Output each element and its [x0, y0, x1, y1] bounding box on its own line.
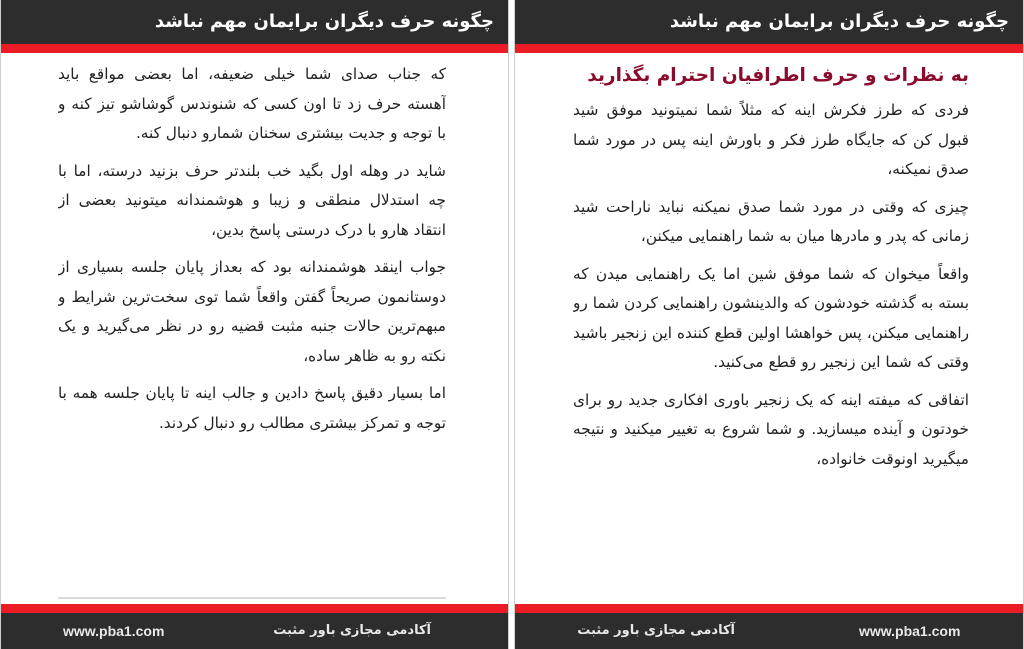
page-footer: [515, 613, 1023, 649]
paragraph: شاید در وهله اول بگید خب بلندتر حرف بزنید درسته، اما با چه استدلال منطقی و زیبا و هوشمندانه میتونید بعضی از انتقاد هارو با درک درستی پاسخ بدین،: [58, 161, 446, 239]
paragraph: اتفاقی که میفته اینه که یک زنجیر باوری افکاری جدید رو برای خودتون و آینده میسازید. و شما شروع به تغییر میکنید و نتیجه میگیرید اونوقت خانواده،: [573, 390, 969, 468]
paragraph: اما بسیار دقیق پاسخ دادین و جالب اینه تا پایان جلسه همه با توجه و تمرکز بیشتری مطالب رو دنبال کردند.: [58, 384, 446, 432]
page-body-text: [573, 62, 969, 597]
page-body-text: [58, 60, 446, 597]
paragraph: چیزی که وقتی در مورد شما صدق نمیکنه نباید ناراحت شید زمانی که پدر و مادرها میان به شما راهنمایی میکنن،: [573, 197, 969, 245]
header-red-bar: [515, 44, 1023, 53]
paragraph: جواب اینقد هوشمندانه بود که بعداز پایان جلسه بسیاری از دوستانمون صریحاً گفتن واقعاً شما توی سخت‌ترین شرایط و مبهم‌ترین حالات جنبه مثبت قضیه رو در نظر می‌گیرید و یک نکته رو به ظاهر ساده،: [58, 258, 446, 365]
bottom-divider: [58, 597, 446, 599]
paragraph: که جناب صدای شما خیلی ضعیفه، اما بعضی مواقع باید آهسته حرف زد تا اون کسی که شنوندس گوشاشو تیز کنه و با توجه و جدیت بیشتری سخنان شمارو دنبال کنه.: [58, 65, 446, 142]
footer-red-bar: [515, 604, 1023, 613]
footer-brand-text: آکادمی مجازی باور مثبت: [577, 623, 735, 638]
paragraph: فردی که طرز فکرش اینه که مثلاً شما نمیتونید موفق شید قبول کن که جایگاه طرز فکر و باورش اینه پس در مورد شما صدق نمیکنه،: [573, 101, 969, 178]
page-footer: [1, 613, 508, 649]
paragraph: واقعاً میخوان که شما موفق شین اما یک راهنمایی میدن که بسته به گذشته خودشون که والدینشون راهنمایی کردن شما رو راهنمایی میکنن، پس خواهشا اولین قطع کننده این زنجیر باشید وقتی که شما این زنجیر رو قطع می‌کنید.: [573, 264, 969, 371]
footer-red-bar: [1, 604, 508, 613]
header-red-bar: [1, 44, 508, 53]
page-header-title: چگونه حرف دیگران برایمان مهم نباشد: [1, 0, 508, 44]
section-heading: به نظرات و حرف اطرافیان احترام بگذارید: [587, 65, 969, 86]
left-page: [0, 0, 509, 649]
page-header-title: چگونه حرف دیگران برایمان مهم نباشد: [515, 0, 1023, 44]
footer-brand-text: آکادمی مجازی باور مثبت: [273, 623, 431, 638]
right-page: [514, 0, 1024, 649]
footer-url-link[interactable]: www.pba1.com: [63, 623, 165, 639]
footer-url-link[interactable]: www.pba1.com: [859, 623, 961, 639]
